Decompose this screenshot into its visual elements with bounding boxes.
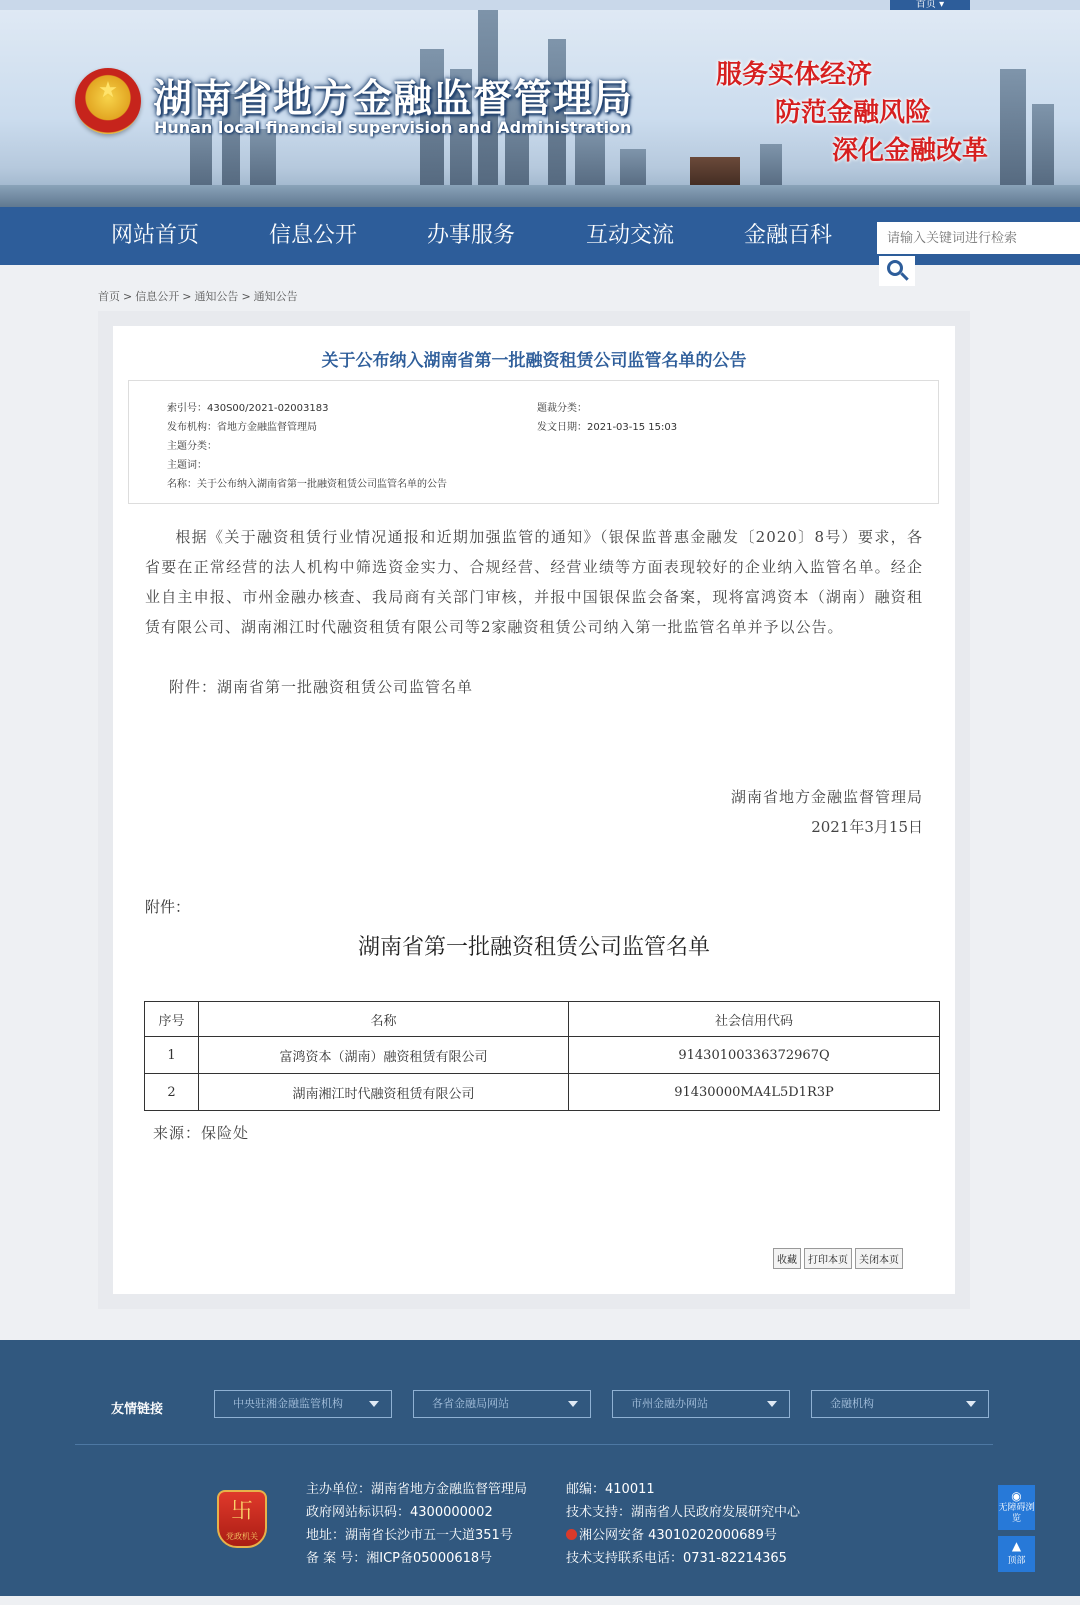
friendly-links-label: 友情链接: [111, 1402, 164, 1417]
nav-item-info-disclosure[interactable]: 信息公开: [269, 223, 358, 248]
footer-organizer: 主办单位：湖南省地方金融监督管理局: [306, 1482, 528, 1497]
breadcrumb-current[interactable]: 通知公告: [253, 290, 298, 303]
favorite-button[interactable]: 收藏: [773, 1248, 801, 1269]
caret-down-icon: [966, 1401, 976, 1407]
cell-name: 富鸿资本（湖南）融资租赁有限公司: [199, 1037, 569, 1074]
footer-site-id: 政府网站标识码：4300000002: [306, 1505, 493, 1520]
police-badge-icon: [566, 1529, 577, 1540]
eye-icon: ◉: [1011, 1489, 1022, 1503]
links-select-institutions[interactable]: [811, 1390, 989, 1418]
site-title: 湖南省地方金融监督管理局: [153, 77, 634, 122]
header-name: 名称: [199, 1002, 569, 1037]
nav-item-interaction[interactable]: 互动交流: [586, 223, 675, 248]
meta-issue-date: 发文日期：2021-03-15 15:03: [537, 422, 678, 433]
back-to-top-label: 顶部: [1007, 1556, 1026, 1566]
select-label: 各省金融局网站: [432, 1397, 509, 1410]
accessibility-label: 无障碍浏览: [998, 1503, 1035, 1524]
accessibility-button[interactable]: [998, 1485, 1035, 1530]
select-label: 中央驻湘金融监管机构: [233, 1397, 343, 1410]
meta-subject-class: 主题分类：: [167, 441, 217, 452]
breadcrumb-home[interactable]: 首页: [98, 290, 120, 303]
footer-police-record[interactable]: [566, 1524, 777, 1543]
cell-credit-code: 91430100336372967Q: [569, 1037, 940, 1074]
footer-icp[interactable]: 备 案 号：湘ICP备05000618号: [306, 1551, 493, 1566]
meta-topic-class: 题裁分类：: [537, 403, 587, 414]
signature-date: 2021年3月15日: [811, 818, 923, 836]
select-label: 金融机构: [830, 1397, 874, 1410]
footer-divider: [75, 1444, 993, 1445]
caret-down-icon: [767, 1401, 777, 1407]
meta-index-no: 索引号：430S00/2021-02003183: [167, 403, 329, 414]
language-switch[interactable]: 首页 ▾: [890, 0, 970, 10]
footer: [0, 1340, 1080, 1596]
back-to-top-button[interactable]: [998, 1536, 1035, 1572]
article-panel: [113, 326, 955, 1294]
search-button[interactable]: [879, 256, 915, 286]
links-select-city[interactable]: [612, 1390, 790, 1418]
meta-name: 名称：关于公布纳入湖南省第一批融资租赁公司监管名单的公告: [167, 479, 447, 490]
slogan-3: 深化金融改革: [832, 136, 989, 166]
meta-issuer: 发布机构：省地方金融监督管理局: [167, 422, 317, 433]
meta-keywords: 主题词：: [167, 460, 207, 471]
breadcrumb-separator: >: [123, 290, 133, 303]
top-bar: [0, 0, 1080, 10]
table-row: [145, 1037, 940, 1074]
language-label: 首页: [915, 0, 936, 10]
breadcrumb-separator: >: [182, 290, 192, 303]
company-list-table: [144, 1001, 940, 1111]
table-row: [145, 1074, 940, 1111]
caret-down-icon: [568, 1401, 578, 1407]
bottom-strip: [0, 1596, 1080, 1605]
breadcrumb-notices[interactable]: 通知公告: [194, 290, 239, 303]
breadcrumb-info[interactable]: 信息公开: [135, 290, 180, 303]
links-select-regulators[interactable]: [214, 1390, 392, 1418]
national-emblem-icon: ★: [75, 68, 141, 134]
footer-phone: 技术支持联系电话：0731-82214365: [566, 1551, 787, 1566]
site-subtitle: Hunan local financial supervision and Administration: [154, 118, 632, 137]
footer-address: 地址：湖南省长沙市五一大道351号: [306, 1528, 513, 1543]
breadcrumb: [98, 288, 301, 304]
table-header-row: [145, 1002, 940, 1037]
links-select-provincial[interactable]: [413, 1390, 591, 1418]
badge-text: 党政机关: [226, 1532, 258, 1541]
caret-down-icon: [369, 1401, 379, 1407]
cell-seq: 1: [145, 1037, 199, 1074]
search-input[interactable]: [877, 222, 1080, 254]
breadcrumb-separator: >: [241, 290, 251, 303]
arrow-up-icon: ▲: [1011, 1539, 1022, 1553]
cell-name: 湖南湘江时代融资租赁有限公司: [199, 1074, 569, 1111]
article-source: 来源：保险处: [153, 1124, 250, 1142]
header-credit-code: 社会信用代码: [569, 1002, 940, 1037]
close-page-button[interactable]: 关闭本页: [855, 1248, 903, 1269]
slogan-1: 服务实体经济: [716, 60, 873, 90]
footer-postcode: 邮编：410011: [566, 1482, 655, 1497]
banner: [0, 10, 1080, 207]
article-title: 关于公布纳入湖南省第一批融资租赁公司监管名单的公告: [321, 351, 747, 371]
signature-org: 湖南省地方金融监督管理局: [730, 788, 923, 806]
article-actions: [770, 1248, 903, 1269]
footer-tech-support: 技术支持：湖南省人民政府发展研究中心: [566, 1505, 801, 1520]
attachment-label: 附件：: [145, 898, 191, 916]
print-button[interactable]: 打印本页: [804, 1248, 852, 1269]
slogan-2: 防范金融风险: [775, 98, 932, 128]
police-record-text: 湘公网安备 43010202000689号: [579, 1528, 777, 1543]
article-body: [145, 522, 923, 642]
list-title: 湖南省第一批融资租赁公司监管名单: [357, 935, 710, 960]
article-body-text: 根据《关于融资租赁行业情况通报和近期加强监管的通知》（银保监普惠金融发〔2020〕8号）要求，各省要在正常经营的法人机构中筛选资金实力、合规经营、经营业绩等方面表现较好的企业纳入监管名单。经企业自主申报、市州金融办核查、我局商有关部门审核，并报中国银保监会备案，现将富鸿资本（湖南）融资租赁有限公司、湖南湘江时代融资租赁有限公司等2家融资租赁公司纳入第一批监管名单并予以公告。: [145, 528, 923, 636]
cell-seq: 2: [145, 1074, 199, 1111]
cell-credit-code: 91430000MA4L5D1R3P: [569, 1074, 940, 1111]
nav-item-services[interactable]: 办事服务: [427, 223, 516, 248]
nav-item-finance-wiki[interactable]: 金融百科: [744, 223, 833, 248]
select-label: 市州金融办网站: [631, 1397, 708, 1410]
nav-item-home[interactable]: 网站首页: [111, 223, 200, 248]
party-government-badge-icon[interactable]: 卐 党政机关: [217, 1490, 267, 1548]
attachment-link[interactable]: 附件：湖南省第一批融资租赁公司监管名单: [169, 678, 474, 696]
article-meta-box: [128, 380, 939, 504]
header-seq: 序号: [145, 1002, 199, 1037]
